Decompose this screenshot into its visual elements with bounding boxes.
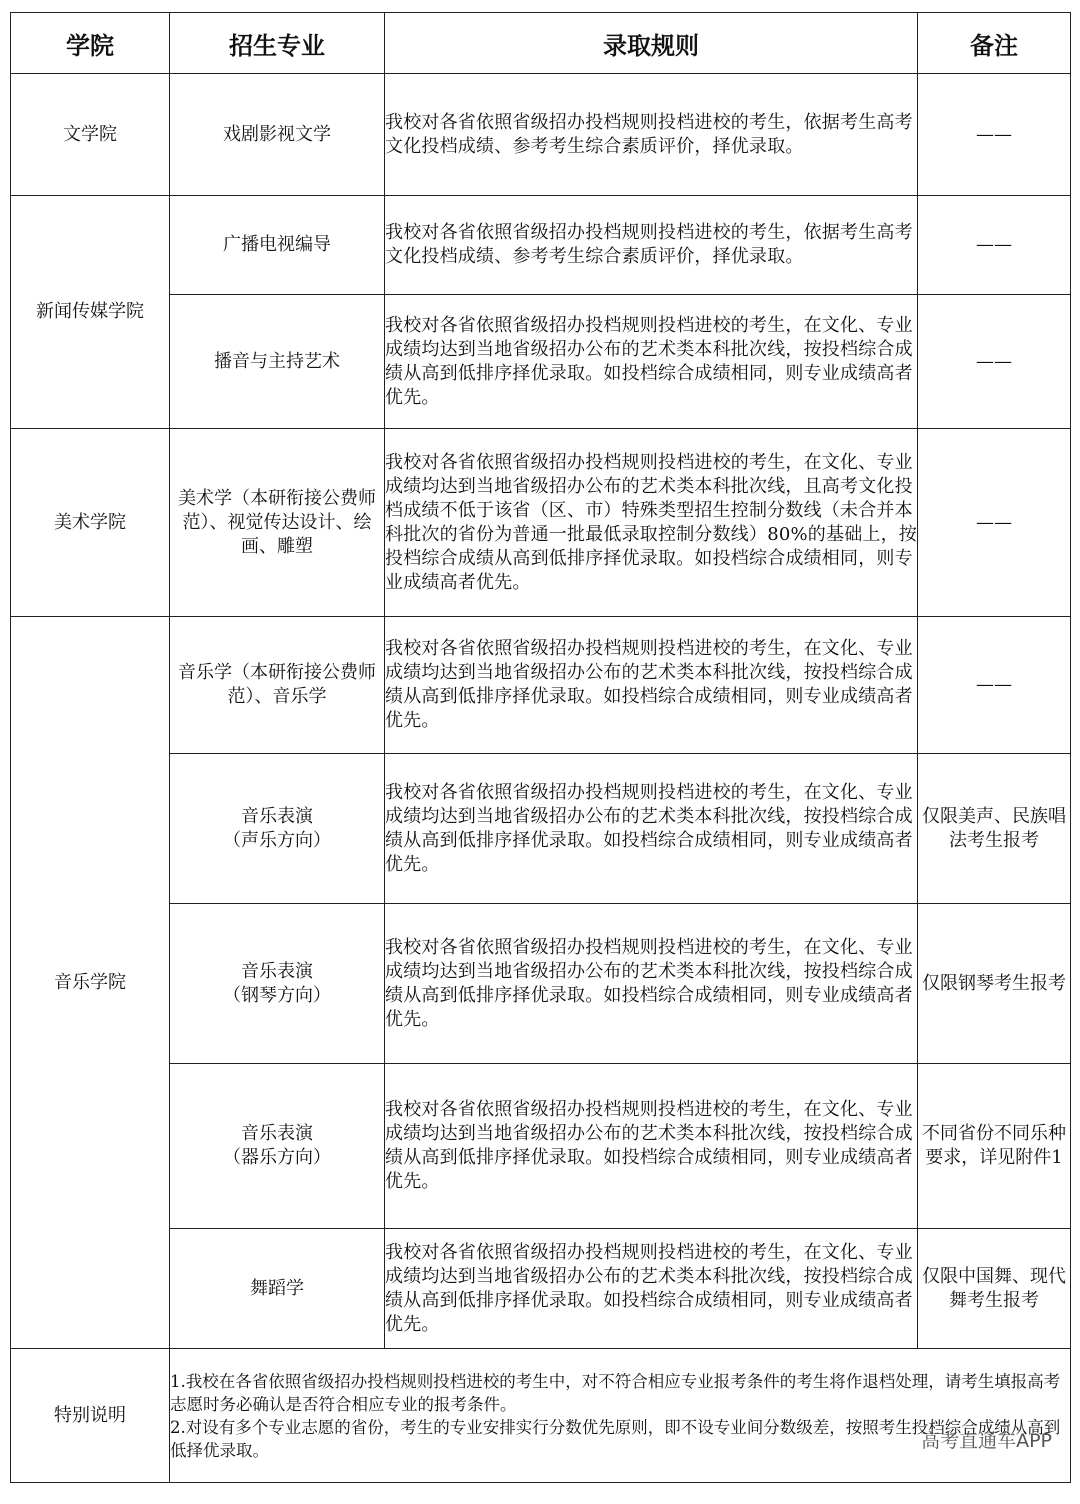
rule-cell: 我校对各省依照省级招办投档规则投档进校的考生，在文化、专业成绩均达到当地省级招办公布的艺术类本科批次线，按投档综合成绩从高到低排序择优录取。如投档综合成绩相同，则专业成绩高者优先。 bbox=[385, 1064, 918, 1229]
table-row bbox=[11, 904, 1071, 1064]
college-cell: 新闻传媒学院 bbox=[11, 196, 170, 429]
college-cell: 音乐学院 bbox=[11, 617, 170, 1349]
major-cell: 音乐学（本研衔接公费师范）、音乐学 bbox=[170, 617, 385, 754]
major-cell: 戏剧影视文学 bbox=[170, 74, 385, 196]
major-cell: 美术学（本研衔接公费师范）、视觉传达设计、绘画、雕塑 bbox=[170, 429, 385, 617]
header-rule: 录取规则 bbox=[385, 13, 918, 74]
special-notes-label: 特别说明 bbox=[11, 1349, 170, 1483]
note-cell: —— bbox=[918, 196, 1071, 295]
header-major: 招生专业 bbox=[170, 13, 385, 74]
admission-rules-table bbox=[10, 12, 1071, 1483]
table-row bbox=[11, 1229, 1071, 1349]
table-row bbox=[11, 617, 1071, 754]
major-cell: 舞蹈学 bbox=[170, 1229, 385, 1349]
college-cell: 文学院 bbox=[11, 74, 170, 196]
major-line: （声乐方向） bbox=[223, 829, 331, 851]
table-row bbox=[11, 74, 1071, 196]
major-cell: 广播电视编导 bbox=[170, 196, 385, 295]
header-row bbox=[11, 13, 1071, 74]
table-row bbox=[11, 754, 1071, 904]
rule-cell: 我校对各省依照省级招办投档规则投档进校的考生，在文化、专业成绩均达到当地省级招办公布的艺术类本科批次线，按投档综合成绩从高到低排序择优录取。如投档综合成绩相同，则专业成绩高者优先。 bbox=[385, 295, 918, 429]
rule-cell: 我校对各省依照省级招办投档规则投档进校的考生，在文化、专业成绩均达到当地省级招办公布的艺术类本科批次线，且高考文化投档成绩不低于该省（区、市）特殊类型招生控制分数线（未合并本科批次的省份为普通一批最低录取控制分数线）80%的基础上，按投档综合成绩从高到低排序择优录取。如投档综合成绩相同，则专业成绩高者优先。 bbox=[385, 429, 918, 617]
watermark: 高考直通车APP bbox=[921, 1430, 1052, 1452]
major-cell bbox=[170, 904, 385, 1064]
rule-cell: 我校对各省依照省级招办投档规则投档进校的考生，在文化、专业成绩均达到当地省级招办公布的艺术类本科批次线，按投档综合成绩从高到低排序择优录取。如投档综合成绩相同，则专业成绩高者优先。 bbox=[385, 904, 918, 1064]
special-note-item: 2.对设有多个专业志愿的省份，考生的专业安排实行分数优先原则，即不设专业间分数级差，按照考生投档综合成绩从高到低择优录取。 bbox=[170, 1417, 1061, 1460]
major-line: 音乐表演 bbox=[241, 1123, 313, 1144]
header-college: 学院 bbox=[11, 13, 170, 74]
note-cell: —— bbox=[918, 74, 1071, 196]
rule-cell: 我校对各省依照省级招办投档规则投档进校的考生，依据考生高考文化投档成绩、参考考生综合素质评价，择优录取。 bbox=[385, 196, 918, 295]
rule-cell: 我校对各省依照省级招办投档规则投档进校的考生，在文化、专业成绩均达到当地省级招办公布的艺术类本科批次线，按投档综合成绩从高到低排序择优录取。如投档综合成绩相同，则专业成绩高者优先。 bbox=[385, 754, 918, 904]
note-cell: 仅限中国舞、现代舞考生报考 bbox=[918, 1229, 1071, 1349]
note-cell: —— bbox=[918, 617, 1071, 754]
college-cell: 美术学院 bbox=[11, 429, 170, 617]
table-row bbox=[11, 196, 1071, 295]
note-cell: 仅限美声、民族唱法考生报考 bbox=[918, 754, 1071, 904]
note-cell: —— bbox=[918, 429, 1071, 617]
header-note: 备注 bbox=[918, 13, 1071, 74]
major-cell bbox=[170, 1064, 385, 1229]
table-row bbox=[11, 429, 1071, 617]
note-cell: —— bbox=[918, 295, 1071, 429]
table-row bbox=[11, 295, 1071, 429]
rule-cell: 我校对各省依照省级招办投档规则投档进校的考生，在文化、专业成绩均达到当地省级招办公布的艺术类本科批次线，按投档综合成绩从高到低排序择优录取。如投档综合成绩相同，则专业成绩高者优先。 bbox=[385, 1229, 918, 1349]
note-cell: 仅限钢琴考生报考 bbox=[918, 904, 1071, 1064]
special-notes-row bbox=[11, 1349, 1071, 1483]
rule-cell: 我校对各省依照省级招办投档规则投档进校的考生，在文化、专业成绩均达到当地省级招办公布的艺术类本科批次线，按投档综合成绩从高到低排序择优录取。如投档综合成绩相同，则专业成绩高者优先。 bbox=[385, 617, 918, 754]
special-note-item: 1.我校在各省依照省级招办投档规则投档进校的考生中，对不符合相应专业报考条件的考生将作退档处理，请考生填报高考志愿时务必确认是否符合相应专业的报考条件。 bbox=[170, 1371, 1061, 1414]
major-cell: 播音与主持艺术 bbox=[170, 295, 385, 429]
major-line: （器乐方向） bbox=[223, 1147, 331, 1168]
major-line: 音乐表演 bbox=[241, 960, 313, 982]
major-line: 音乐表演 bbox=[241, 805, 313, 827]
major-cell bbox=[170, 754, 385, 904]
special-notes-text bbox=[170, 1349, 1071, 1483]
rule-cell: 我校对各省依照省级招办投档规则投档进校的考生，依据考生高考文化投档成绩、参考考生综合素质评价，择优录取。 bbox=[385, 74, 918, 196]
major-line: （钢琴方向） bbox=[223, 984, 331, 1006]
note-cell: 不同省份不同乐种要求，详见附件1 bbox=[918, 1064, 1071, 1229]
table-row bbox=[11, 1064, 1071, 1229]
